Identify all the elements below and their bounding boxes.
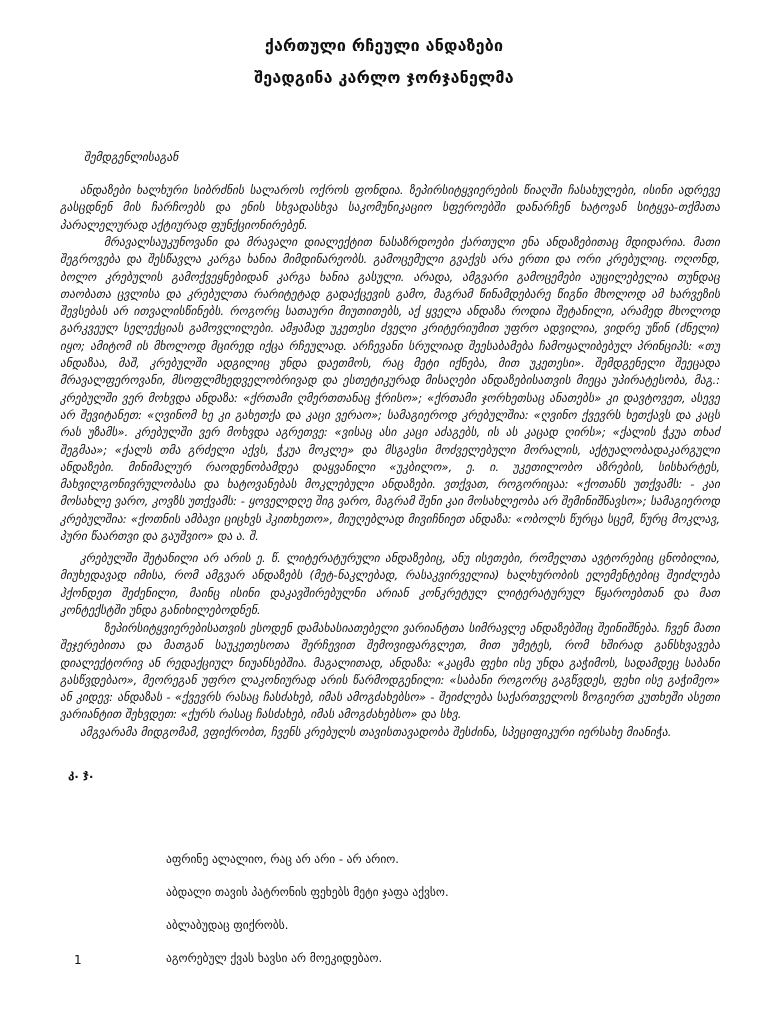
page-number: 1 xyxy=(74,953,82,967)
body-paragraph: ზეპირსიტყვიერებისათვის ესოდენ დამახასიათებელი ვარიანტთა სიმრავლე ანდაზებშიც შეინიშნება. ჩვენ მათი შეჯერებითა და მათგან საუკეთესოთა შერჩევით შემოვიფარგლეთ, მით უმეტეს, რომ ხშირად განსხვავება დიალექტორივ ან რედაქციულ ნიუანსებშია. მაგალითად, ანდაზა: «კაცმა ფეხი ისე უნდა გაჭიმოს, სადამდეც საბანი გასწვდებაო», მეორეგან უფრო ლაკონიურად არის წარმოდგენილი: «საბანი როგორც გაგწვდეს, ფეხი ისე გაჭიმეო» ან კიდევ: ანდაზას - «ქვევრს რასაც ჩასძახებ, იმას ამოგძახებსო» - შეიძლება საქართველოს ზოგიერთ კუთხეში ასეთი ვარიანტით შეხვდეთ: «ქურს რასაც ჩასძახებ, იმას ამოგძახებსო» და სხვ. xyxy=(60,621,720,722)
section-label: შემდგენლისაგან xyxy=(84,150,179,164)
proverb-item: აგორებულ ქვას ხავსი არ მოეკიდებაო. xyxy=(166,951,383,965)
proverb-item: აბდალი თავის პატრონის ფეხებს მეტი ჯაფა აქვსო. xyxy=(166,885,449,899)
intro-paragraph: ანდაზები ხალხური სიბრძნის სალაროს ოქროს ფონდია. ზეპირსიტყვიერების წიაღში ჩასახულები, ისინი ადრევე გასცდნენ მის ჩარჩოებს და ენის სხვადასხვა საკომუნიკაციო სფეროებში დანარჩენ ხატოვან სიტყვა-თქმათა პარალელურად აქტიურად ფუნქციონირებენ. xyxy=(60,183,720,232)
closing-paragraph: ამგვარამა მიდგომამ, ვფიქრობთ, ჩვენს კრებულს თავისთავადობა შესძინა, სპეციფიკური იერსახე მიანიჭა. xyxy=(80,725,672,739)
proverb-item: აფრინე ალალიო, რაც არ არი - არ არიო. xyxy=(166,852,399,866)
body-paragraph: კრებულში შეტანილი არ არის ე. წ. ლიტერატურული ანდაზებიც, ანუ ისეთები, რომელთა ავტორებიც ცნობილია, მიუხედავად იმისა, რომ ამგვარ ანდაზებს (მეტ-ნაკლებად, რასაკვირველია) ხალხურობის ელემენტებიც შეიძლება ჰქონდეთ შეძენილი, მაინც ისინი დაკავშირებულნი არიან კონკრეტულ ლიტერატურულ წყაროებთან და მათ კონტექსტში უნდა განიხილებოდნენ. xyxy=(60,551,720,617)
body-paragraph: მრავალსაუკუნოვანი და მრავალი დიალექტით ნასაზრდოები ქართული ენა ანდაზებითაც მდიდარია. მათი შეგროვება და შესწავლა კარგა ხანია მიმდინარეობს. გამოცემული გვაქვს არა ერთი და ორი კრებულიც. ოღონდ, ბოლო კრებულის გამოქვეყნებიდან კარგა ხანია გასული. არადა, ამგვარი გამოცემები აუცილებელია თუნდაც თაობათა ცვლისა და კრებულთა რარიტეტად გადაქცევის გამო, მაგრამ წინამდებარე წიგნი მხოლოდ ამ ხარვეზის შევსებას არ ითვალისწინებს. როგორც სათაური მიუთითებს, აქ ყველა ანდაზა როდია შეტანილი, არამედ მხოლოდ გარკვეულ სელექციას გამოვლილები. ამჟამად უკეთესი ძველი კრიტერიუმით უფრო ადვილია, ვიდრე უწინ (ძნელი) იყო; ამიტომ ის მხოლოდ მცირედ იქცა რჩეულად. არჩევანი სრულიად შეესაბამება ჩამოყალიბებულ პრინციპს: «თუ ანდაზაა, მაშ, კრებულში ადგილიც უნდა დაეთმოს, რაც მეტი იქნება, მით უკეთესი». შემდგენელი შეეცადა მრავალფეროვანი, მსოფლმხედველობრივად და ესთეტიკურად მისაღები ანდაზებისათვის მიეცა უპირატესობა, მაგ.: კრებულში ვერ მოხვდა ანდაზა: «ქრთამი ღმერთთანაც ჭრისო»; «ქრთამი ჯორხეთსაც ანათებს» კი დავტოვეთ, ასევე არ შევიტანეთ: «ღვინომ ხე კი გახეთქა და კაცი ვერაო»; სამაგიეროდ კრებულშია: «ღვინო ქვევრს ხეთქავს და კაცს რას უზამს». კრებულში ვერ მოხვდა აგრეთვე: «ვისაც ასი კაცი აძაგებს, ის ას კაცად ღირს»; «ქალის ჭკუა თხაძ შეგმაა»; «ქალს თმა გრძელი აქვს, ჭკუა მოკლე» და მსგავსი მოძველებული მორალის, აქტუალობადაკარგული ანდაზები. მინიმალურ რაოდენობამდეა დაყვანილი «უკბილო», ე. ი. უკეთილობო აზრების, სისხარტეს, მახვილგონივრულობასა და ხატოვანებას მოკლებული ანდაზები. ვთქვათ, როგორიცაა: «ქოთანს უთქვამს: - კაი მოსახლე ვარო, კოვზს უთქვამს: - ყოველდღე შიგ ვარო, მაგრამ შენი კაი მოსახლეობა არ შემინიშნავსო»; სამაგიეროდ კრებულშია: «ქოთნის ამბავი ციცხვს ჰკითხეთო», მიუღებლად მივიჩნიეთ ანდაზა: «ობოლს წურცა სცემ, წურც მოკლავ, პური წაართვი და გაუშვიო» და ა. შ. xyxy=(60,235,720,544)
proverb-item: აბლაბუდაც ფიქრობს. xyxy=(166,918,289,932)
author-initials: კ. ჯ. xyxy=(68,767,94,781)
document-title: ქართული რჩეული ანდაზები xyxy=(264,36,504,55)
document-subtitle: შეადგინა კარლო ჯორჯანელმა xyxy=(254,68,514,87)
